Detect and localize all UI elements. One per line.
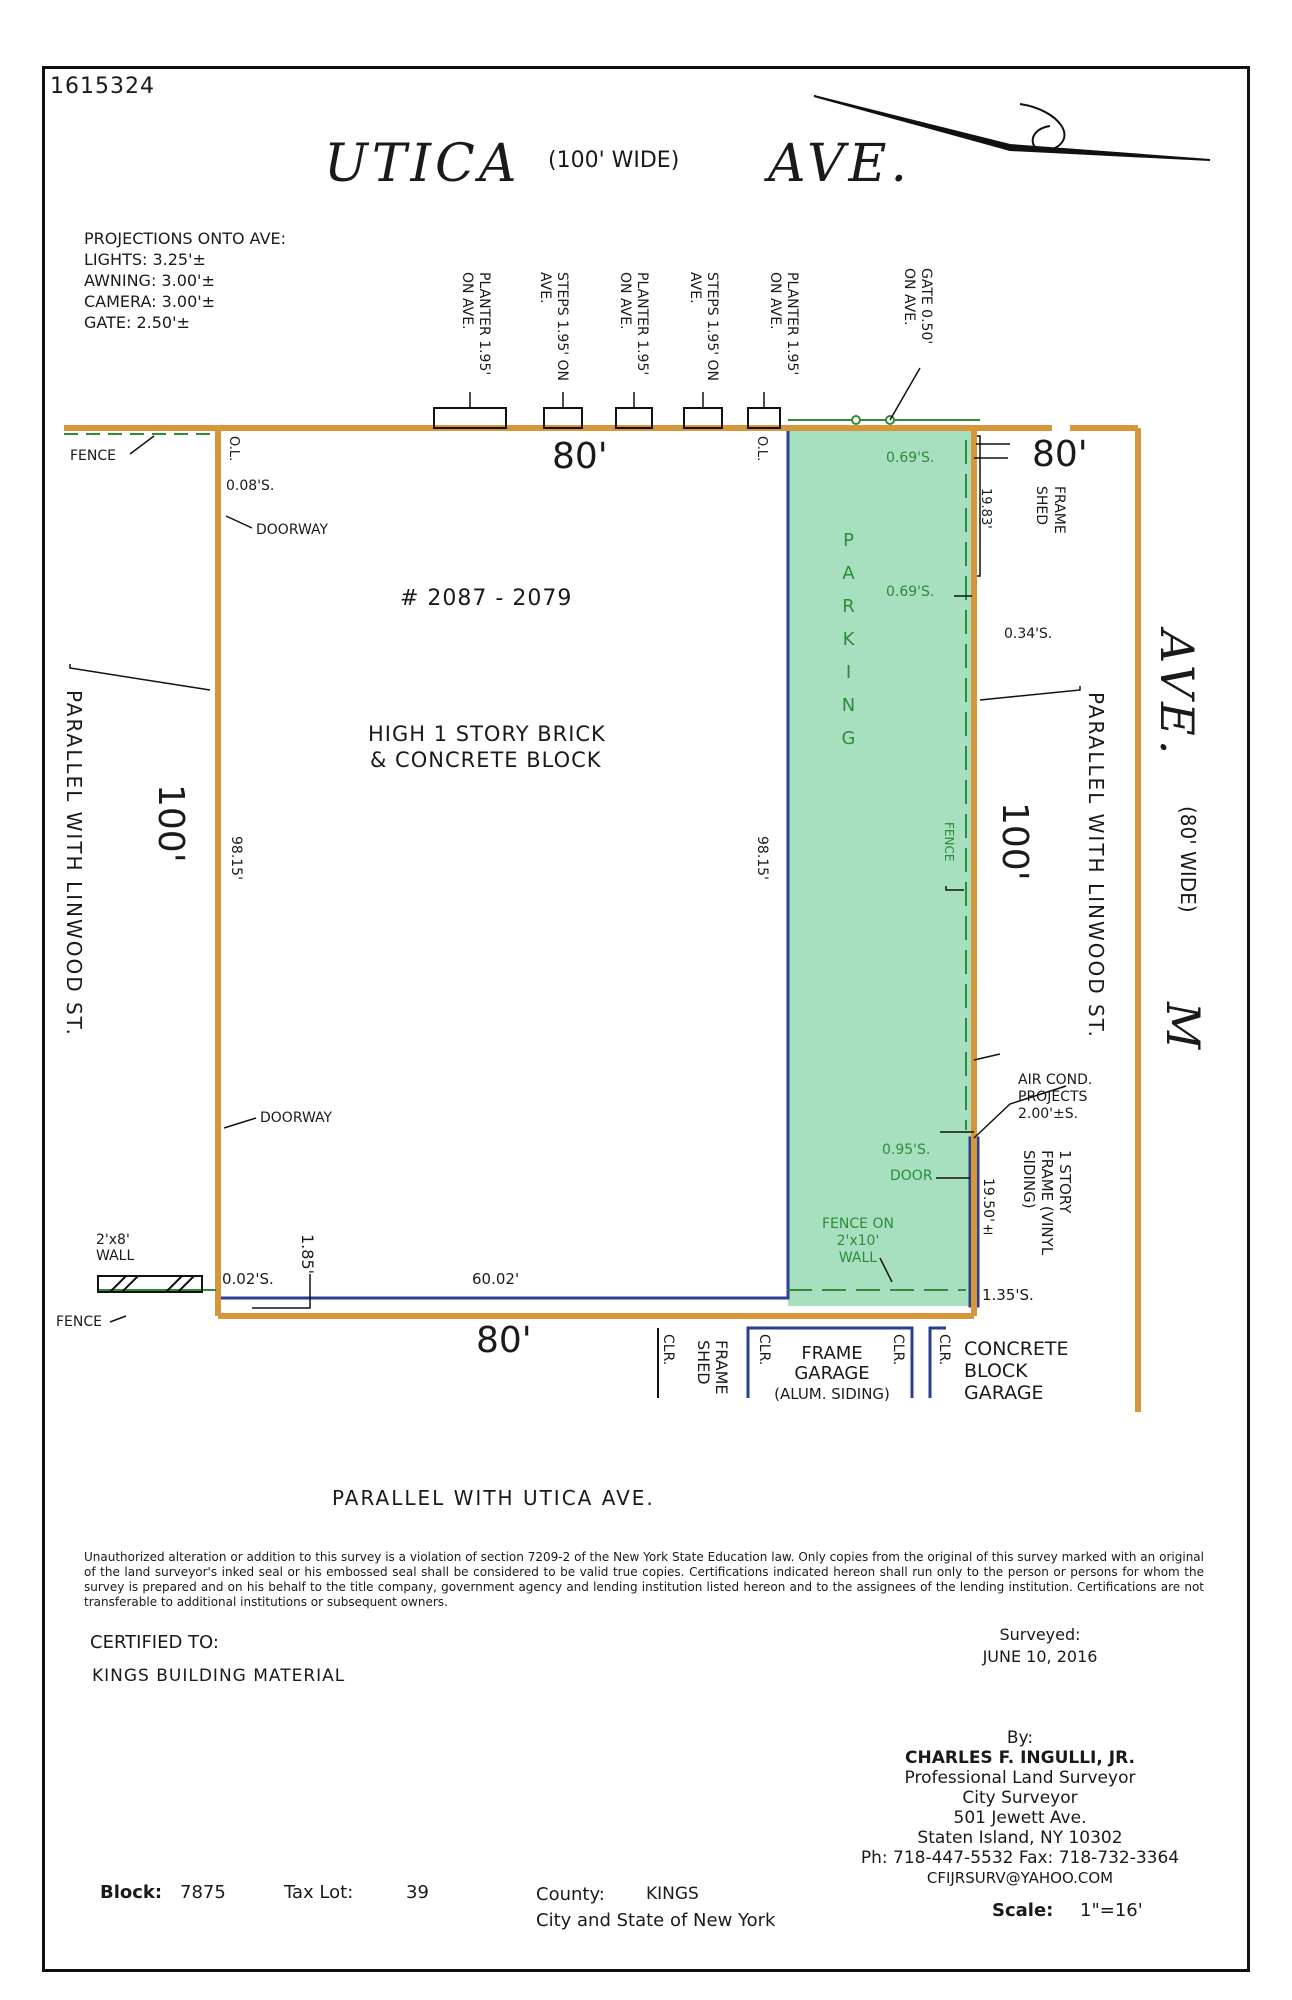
frame-1story: 1 STORY FRAME (VINYL SIDING): [1020, 1150, 1074, 1256]
ac-line-1: AIR COND.: [1018, 1072, 1093, 1088]
building-desc-2: & CONCRETE BLOCK: [370, 748, 602, 772]
clr-2: CLR.: [756, 1334, 772, 1366]
surveyed-label: Surveyed:: [999, 1625, 1081, 1644]
scale-value: 1"=16': [1080, 1900, 1143, 1921]
street-top-width: (100' WIDE): [548, 148, 680, 173]
offset-tl: 0.08'S.: [226, 478, 275, 494]
label-gate: GATE 0.50' ON AVE.: [901, 268, 934, 345]
label-steps-2: STEPS 1.95' ON AVE.: [687, 272, 720, 382]
street-top-name-left: UTICA: [324, 134, 521, 194]
fence-label-tl: FENCE: [70, 448, 116, 464]
surveyor-phone: Ph: 718-447-5532 Fax: 718-732-3364: [860, 1848, 1180, 1868]
parking-area: [788, 428, 974, 1306]
lot-label: Tax Lot:: [284, 1882, 354, 1903]
street-right-width: (80' WIDE): [1176, 806, 1200, 913]
street-top-name-right: AVE.: [768, 134, 912, 194]
parallel-right: PARALLEL WITH LINWOOD ST.: [1084, 692, 1108, 1039]
wall-note: [96, 1232, 134, 1264]
parallel-left: PARALLEL WITH LINWOOD ST.: [62, 690, 86, 1037]
parking-label: PARKING: [838, 530, 859, 761]
offset-095: 0.95'S.: [882, 1142, 931, 1158]
projections-note: [84, 228, 286, 333]
ac-line-3: 2.00'±S.: [1018, 1106, 1079, 1122]
frame-garage: [756, 1344, 908, 1404]
garage-line-2: GARAGE: [794, 1363, 870, 1384]
surveyor-title: Professional Land Surveyor: [904, 1768, 1136, 1788]
dim-ac-depth: 19.50'±: [980, 1178, 996, 1238]
scale-label: Scale:: [992, 1900, 1054, 1921]
dim-wall-left: 98.15': [228, 836, 244, 880]
block-value: 7875: [180, 1882, 226, 1903]
surveyor-name: CHARLES F. INGULLI, JR.: [905, 1748, 1135, 1768]
offset-034: 0.34'S.: [1004, 626, 1053, 642]
street-right-letter: M: [1156, 1002, 1210, 1054]
ol-left: O.L.: [226, 436, 241, 462]
cb-line-2: BLOCK: [964, 1360, 1028, 1382]
fence-on-line-3: WALL: [838, 1250, 878, 1266]
doorway-bottom: DOORWAY: [260, 1110, 333, 1126]
clr-4: CLR.: [936, 1334, 952, 1366]
doc-id: 1615324: [50, 74, 155, 99]
certified-title: CERTIFIED TO:: [90, 1632, 219, 1653]
city-state: City and State of New York: [536, 1910, 776, 1931]
garage-line-3: (ALUM. SIDING): [774, 1385, 890, 1403]
label-planter-2: PLANTER 1.95' ON AVE.: [617, 272, 650, 376]
projection-awning: AWNING: 3.00'±: [84, 271, 215, 290]
dim-top: 80': [552, 436, 608, 477]
offset-069b: 0.69'S.: [886, 584, 935, 600]
street-right-name: AVE.: [1150, 630, 1204, 759]
ac-line-2: PROJECTS: [1018, 1089, 1088, 1105]
dim-rear-wall: 60.02': [472, 1270, 520, 1288]
dim-bottom: 80': [476, 1320, 532, 1361]
fence-on-wall: [822, 1216, 894, 1267]
offset-069a: 0.69'S.: [886, 450, 935, 466]
projection-lights: LIGHTS: 3.25'±: [84, 250, 206, 269]
surveyor-block: [820, 1728, 1220, 1888]
cb-line-1: CONCRETE: [964, 1338, 1069, 1360]
county-label: County:: [536, 1884, 605, 1905]
concrete-block-garage: [964, 1338, 1069, 1404]
dim-shed-depth: 19.83': [978, 488, 993, 529]
surveyor-addr2: Staten Island, NY 10302: [917, 1828, 1123, 1848]
lot-value: 39: [406, 1882, 429, 1903]
ac-note: [1018, 1072, 1092, 1123]
offset-135: 1.35'S.: [982, 1286, 1034, 1304]
surveyor-role: City Surveyor: [962, 1788, 1078, 1808]
doorway-top: DOORWAY: [256, 522, 329, 538]
projection-camera: CAMERA: 3.00'±: [84, 292, 216, 311]
parallel-bottom: PARALLEL WITH UTICA AVE.: [332, 1486, 655, 1510]
projection-gate: GATE: 2.50'±: [84, 313, 190, 332]
frame-shed-right: FRAME SHED: [1033, 486, 1067, 534]
wall-line-1: 2'x8': [96, 1232, 130, 1248]
dim-top-right: 80': [1032, 434, 1088, 475]
label-steps-1: STEPS 1.95' ON AVE.: [537, 272, 570, 382]
disclaimer: Unauthorized alteration or addition to this survey is a violation of section 7209-2 of the New York State Education law. Only copies from the original of this survey marked with an original of the land surveyor's inked seal or his embossed seal shall be considered to be valid true copies. Certifications indicated hereon shall run only to the person or persons for whom the survey is prepared and on his behalf to the title company, government agency and lending institution listed hereon and to the assignees of the lending institution. Certifications are not transferable to additional institutions or subsequent owners.: [84, 1550, 1204, 1609]
block-label: Block:: [100, 1882, 163, 1903]
surveyor-email: CFIJRSURV@YAHOO.COM: [926, 1869, 1114, 1887]
dim-wall-right: 98.15': [754, 836, 770, 880]
surveyed-block: [940, 1624, 1140, 1668]
surveyor-by: By:: [1006, 1728, 1034, 1748]
door-label: DOOR: [890, 1168, 933, 1184]
certified-name: KINGS BUILDING MATERIAL: [92, 1666, 346, 1686]
building-desc-1: HIGH 1 STORY BRICK: [368, 722, 606, 746]
offset-002: 0.02'S.: [222, 1270, 274, 1288]
clr-1: CLR.: [660, 1334, 676, 1366]
fence-on-line-2: 2'x10': [836, 1233, 880, 1249]
dim-rear-offset: 1.85': [298, 1234, 317, 1275]
building-outline: [218, 428, 788, 1298]
fence-label-bl: FENCE: [56, 1314, 102, 1330]
ol-right: O.L.: [754, 436, 769, 462]
fence-label-parking: FENCE: [942, 822, 956, 862]
cb-line-3: GARAGE: [964, 1382, 1044, 1404]
dim-left: 100': [150, 784, 191, 863]
projections-title: PROJECTIONS ONTO AVE:: [84, 229, 287, 248]
dim-right: 100': [994, 802, 1035, 881]
wall-line-2: WALL: [96, 1248, 135, 1264]
county-value: KINGS: [646, 1884, 699, 1904]
clr-3: CLR.: [890, 1334, 906, 1366]
frame-shed-bottom: FRAME SHED: [694, 1340, 731, 1395]
surveyed-date: JUNE 10, 2016: [982, 1647, 1098, 1666]
fence-on-line-1: FENCE ON: [822, 1216, 894, 1232]
surveyor-addr1: 501 Jewett Ave.: [953, 1808, 1087, 1828]
label-planter-3: PLANTER 1.95' ON AVE.: [767, 272, 800, 376]
address: # 2087 - 2079: [400, 586, 573, 611]
label-planter-1: PLANTER 1.95' ON AVE.: [459, 272, 492, 376]
garage-line-1: FRAME: [801, 1343, 863, 1364]
